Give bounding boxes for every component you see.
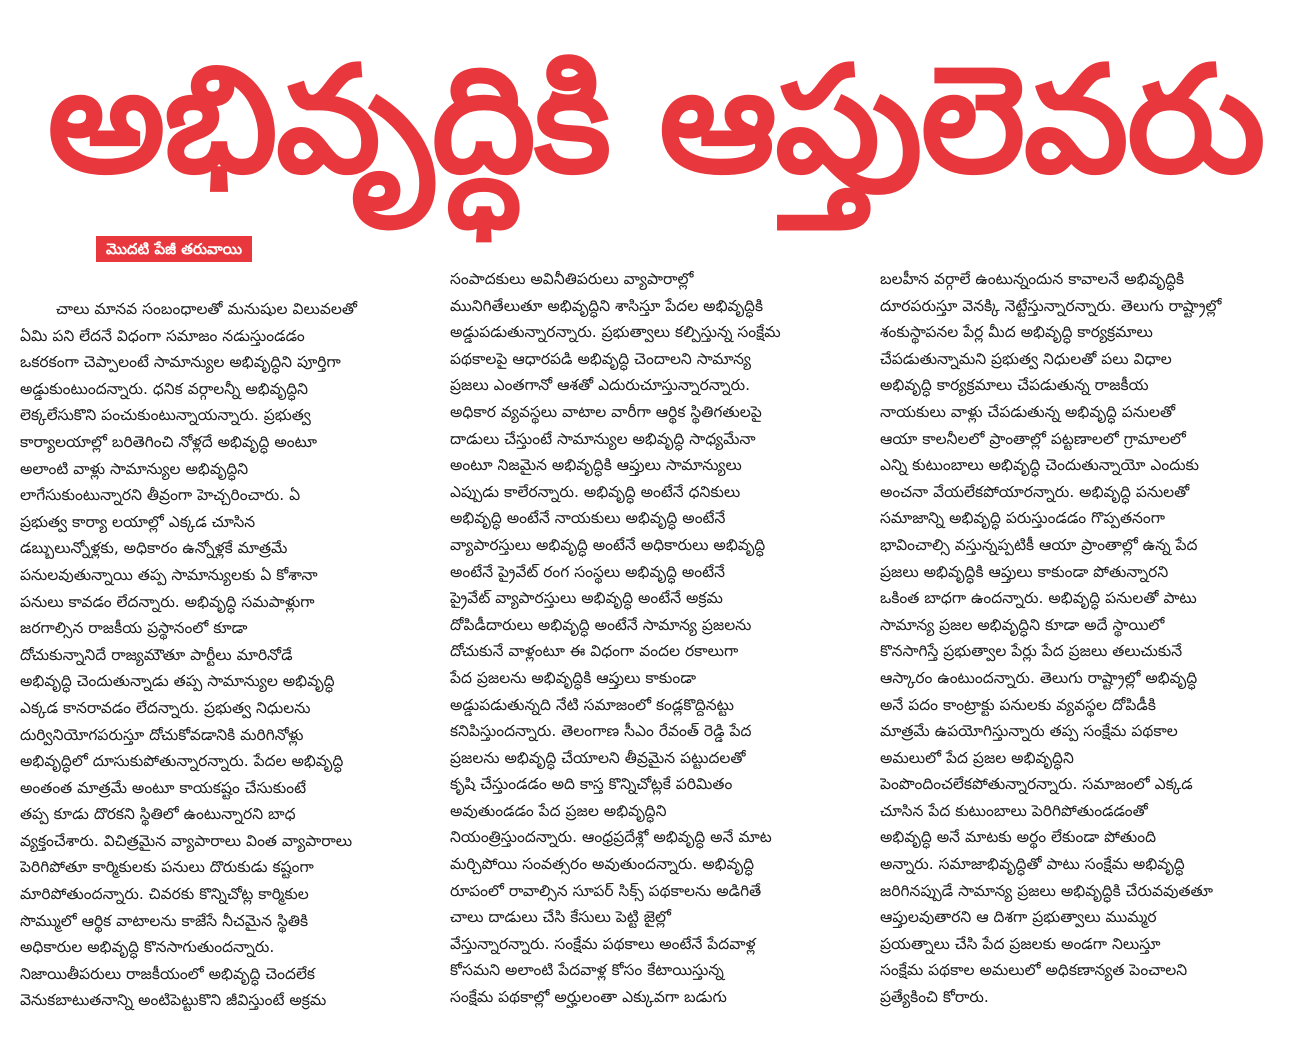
- article-column-2: [450, 266, 860, 1036]
- article-line: అధికార వ్యవస్థలు వాటాల వారీగా ఆర్థిక స్థితిగతులపై: [450, 402, 762, 421]
- article-line: వేస్తున్నారన్నారు. సంక్షేమ పథకాలు అంటేనే పేదవాళ్ల: [450, 934, 756, 953]
- article-line: నియంత్రిస్తుందన్నారు. ఆంధ్రప్రదేశ్లో అభివృద్ధి అనే మాట: [450, 828, 772, 847]
- article-line: చాలు మానవ సంబంధాలతో మనుషుల విలువలతో: [56, 300, 357, 318]
- article-line: మునిగితేలుతూ అభివృద్ధిని శాసిస్తూ పేదల అభివృద్ధికి: [450, 296, 764, 315]
- article-line: చేపడుతున్నామని ప్రభుత్వ నిధులతో పలు విధాల: [880, 349, 1172, 368]
- article-line: దాడులు చేస్తుంటే సామాన్యుల అభివృద్ధి సాధ్యమేనా: [450, 429, 756, 448]
- article-line: అవుతుండడం పేద ప్రజల అభివృద్ధిని: [450, 801, 667, 820]
- article-line: కృషి చేస్తుండడం అది కాస్త కొన్నిచోట్లకే పరిమితం: [450, 775, 733, 794]
- article-line: తప్ప కూడు దొరకని స్థితిలో ఉంటున్నారని బాధ: [20, 805, 296, 824]
- article-line: దోపిడీదారులు అభివృద్ధి అంటేనే సామాన్య ప్రజలను: [450, 615, 752, 634]
- article-line: అడ్డుపడుతున్నారన్నారు. ప్రభుత్వాలు కల్పిస్తున్న సంక్షేమ: [450, 323, 781, 342]
- continuation-tag: మొదటి పేజీ తరువాయి: [96, 236, 252, 262]
- article-line: వెనుకబాటుతనాన్ని అంటిపెట్టుకొని జీవిస్తుంటే అక్రమ: [20, 991, 327, 1010]
- article-line: కార్యాలయాల్లో బరితెగించి నోళ్లదే అభివృద్ధి అంటూ: [20, 432, 317, 451]
- article-line: అభివృద్ధి అనే మాటకు అర్థం లేకుండా పోతుంది: [880, 828, 1157, 847]
- article-line: అంటేనే ప్రైవేట్ రంగ సంస్థలు అభివృద్ధి అంటేనే: [450, 562, 726, 581]
- article-line: పెంపొందించలేకపోతున్నారన్నారు. సమాజంలో ఎక్కడ: [880, 775, 1193, 794]
- article-line: పనులు కావడం లేదన్నారు. అభివృద్ధి సమపాళ్లుగా: [20, 592, 315, 611]
- article-line: పనులవుతున్నాయి తప్ప సామాన్యులకు ఏ కోశానా: [20, 565, 318, 584]
- article-line: ఆయా కాలనీలలో ప్రాంతాల్లో పట్టణాలలో గ్రామాలలో: [880, 429, 1186, 448]
- article-line: కొనసాగిస్తే ప్రభుత్వాల పేర్లు పేద ప్రజలు తలుచుకునే: [880, 642, 1183, 661]
- article-line: ఆప్తులవుతారని ఆ దిశగా ప్రభుత్వాలు ముమ్మర: [880, 908, 1157, 927]
- article-line: అలాంటి వాళ్లు సామాన్యుల అభివృద్ధిని: [20, 459, 249, 478]
- article-line: సొమ్ములో ఆర్థిక వాటాలను కాజేసే నీచమైన స్థితికి: [20, 911, 309, 930]
- article-line: రూపంలో రావాల్సిన సూపర్ సిక్స్ పథకాలను అడిగితే: [450, 881, 762, 900]
- article-line: పేద ప్రజలను అభివృద్ధికి ఆప్తులు కాకుండా: [450, 668, 697, 687]
- article-line: అడ్డుపడుతున్నది నేటి సమాజంలో కండ్లకొద్దినట్టు: [450, 695, 734, 714]
- article-line: మర్చిపోయి సంవత్సరం అవుతుందన్నారు. అభివృద్ధి: [450, 855, 755, 874]
- article-line: నిజాయితీపరులు రాజకీయంలో అభివృద్ధి చెందలేక: [20, 964, 316, 983]
- article-line: దుర్వినియోగపరుస్తూ దోచుకోవడానికి మరిగినోళ్లు: [20, 725, 304, 744]
- article-line: ఏమి పని లేదనే విధంగా సమాజం నడుస్తుండడం: [20, 326, 305, 345]
- article-line: అభివృద్ధి అంటేనే నాయకులు అభివృద్ధి అంటేనే: [450, 509, 726, 528]
- article-line: ప్రయత్నాలు చేసి పేద ప్రజలకు అండగా నిలుస్తూ: [880, 934, 1161, 953]
- article-line: మాత్రమే ఉపయోగిస్తున్నారు తప్ప సంక్షేమ పథకాల: [880, 722, 1178, 741]
- article-line: ఎక్కడ కానరావడం లేదన్నారు. ప్రభుత్వ నిధులను: [20, 698, 311, 717]
- article-line: సంపాదకులు అవినీతిపరులు వ్యాపారాల్లో: [450, 270, 694, 288]
- article-line: సామాన్య ప్రజల అభివృద్ధిని కూడా అదే స్థాయిలో: [880, 615, 1165, 634]
- article-line: ప్రత్యేకించి కోరారు.: [880, 988, 989, 1007]
- article-line: అడ్డుకుంటుందన్నారు. ధనిక వర్గాలన్నీ అభివృద్ధిని: [20, 379, 309, 398]
- article-line: అనే పదం కాంట్రాక్టు పనులకు వ్యవస్థల దోపిడీకి: [880, 695, 1156, 714]
- article-line: ప్రజలను అభివృద్ధి చేయాలని తీవ్రమైన పట్టుదలతో: [450, 748, 746, 767]
- article-line: లాగేసుకుంటున్నారని తీవ్రంగా హెచ్చరించారు. ఏ: [20, 486, 301, 505]
- article-line: అంటూ నిజమైన అభివృద్ధికి ఆప్తులు సామాన్యులు: [450, 456, 742, 475]
- article-line: డబ్బులున్నోళ్లకు, అధికారం ఉన్నోళ్లకే మాత్రమే: [20, 539, 288, 558]
- article-line: ఆస్కారం ఉంటుందన్నారు. తెలుగు రాష్ట్రాల్లో అభివృద్ధి: [880, 668, 1198, 687]
- article-line: జరగాల్సిన రాజకీయ ప్రస్థానంలో కూడా: [20, 619, 248, 638]
- article-line: దోచుకున్నానిదే రాజ్యమౌతూ పార్టీలు మారినోడే: [20, 645, 293, 664]
- article-line: ప్రజలు అభివృద్ధికి ఆప్తులు కాకుండా పోతున్నారని: [880, 562, 1169, 581]
- article-line: సంక్షేమ పథకాల అమలులో అధికణాన్యత పెంచాలని: [880, 961, 1188, 980]
- article-line: వ్యక్తంచేశారు. విచిత్రమైన వ్యాపారాలు వింత వ్యాపారాలు: [20, 831, 353, 850]
- article-line: ఒకరకంగా చెప్పాలంటే సామాన్యుల అభివృద్ధిని పూర్తిగా: [20, 353, 341, 372]
- article-line: బలహీన వర్గాలే ఉంటున్నందున కావాలనే అభివృద్ధికి: [880, 270, 1185, 288]
- article-line: పథకాలపై ఆధారపడి అభివృద్ధి చెందాలని సామాన్య: [450, 349, 751, 368]
- article-line: అమలులో పేద ప్రజల అభివృద్ధిని: [880, 748, 1074, 767]
- article-line: మారిపోతుందన్నారు. చివరకు కొన్నిచోట్ల కార్మికుల: [20, 885, 309, 904]
- article-line: కోసమని అలాంటి పేదవాళ్ల కోసం కేటాయిస్తున్న: [450, 961, 724, 980]
- article-line: వ్యాపారస్తులు అభివృద్ధి అంటేనే అధికారులు అభివృద్ధి: [450, 535, 766, 554]
- article-line: నాయకులు వాళ్లు చేపడుతున్న అభివృద్ధి పనులతో: [880, 402, 1176, 421]
- article-line: అభివృద్ధిలో దూసుకుపోతున్నారన్నారు. పేదల అభివృద్ధి: [20, 752, 344, 771]
- article-line: పెరిగిపోతూ కార్మికులకు పనులు దొరుకుడు కష్టంగా: [20, 858, 314, 877]
- article-line: ఎప్పుడు కాలేరన్నారు. అభివృద్ధి అంటేనే ధనికులు: [450, 482, 741, 501]
- article-line: అన్నారు. సమాజాభివృద్ధితో పాటు సంక్షేమ అభివృద్ధి: [880, 855, 1185, 874]
- article-line: కనిపిస్తుందన్నారు. తెలంగాణ సీఎం రేవంత్ రెడ్డి పేద: [450, 722, 752, 741]
- article-column-3: [880, 266, 1290, 1036]
- article-line: ప్రైవేట్ వ్యాపారస్తులు అభివృద్ధి అంటేనే అక్రమ: [450, 589, 723, 608]
- article-line: శంకుస్థాపనల పేర్ల మీద అభివృద్ధి కార్యక్రమాలు: [880, 323, 1153, 342]
- article-line: ఒకింత బాధగా ఉందన్నారు. అభివృద్ధి పనులతో పాటు: [880, 589, 1197, 608]
- article-line: దూరపరుస్తూ వెనక్కి నెట్టేస్తున్నారన్నారు. తెలుగు రాష్ట్రాల్లో: [880, 296, 1222, 315]
- article-column-1: [20, 296, 430, 1036]
- article-line: అభివృద్ధి కార్యక్రమాలు చేపడుతున్న రాజకీయ: [880, 376, 1149, 395]
- article-line: అంచనా వేయలేకపోయారన్నారు. అభివృద్ధి పనులతో: [880, 482, 1190, 501]
- article-line: చూసిన పేద కుటుంబాలు పెరిగిపోతుండడంతో: [880, 801, 1148, 820]
- headline: అభివృద్ధికి ఆప్తులెవరు: [47, 34, 1264, 206]
- article-line: అధికారుల అభివృద్ధి కొనసాగుతుందన్నారు.: [20, 938, 275, 957]
- article-line: జరిగినప్పుడే సామాన్య ప్రజలు అభివృద్ధికి చేరువవుతతూ: [880, 881, 1213, 900]
- article-line: దోచుకునే వాళ్లంటూ ఈ విధంగా వందల రకాలుగా: [450, 642, 739, 661]
- article-line: సమాజాన్ని అభివృద్ధి పరుస్తుండడం గొప్పతనంగా: [880, 509, 1166, 528]
- article-line: అభివృద్ధి చెందుతున్నాడు తప్ప సామాన్యుల అభివృద్ధి: [20, 672, 335, 691]
- article-line: ప్రజలు ఎంతగానో ఆశతో ఎదురుచూస్తున్నారన్నారు.: [450, 376, 751, 395]
- article-line: చాలు దాడులు చేసి కేసులు పెట్టి జైల్లో: [450, 908, 672, 927]
- article-line: ప్రభుత్వ కార్యా లయాల్లో ఎక్కడ చూసిన: [20, 512, 256, 531]
- article-line: సంక్షేమ పథకాల్లో అర్హులంతా ఎక్కువగా బడుగు: [450, 988, 727, 1007]
- article-line: భావించాల్సి వస్తున్నప్పటికీ ఆయా ప్రాంతాల్లో ఉన్న పేద: [880, 535, 1198, 554]
- article-line: ఎన్ని కుటుంబాలు అభివృద్ధి చెందుతున్నాయో ఎందుకు: [880, 456, 1200, 475]
- article-line: అంతంత మాత్రమే అంటూ కాయకష్టం చేసుకుంటే: [20, 778, 307, 797]
- article-line: లెక్కలేసుకొని పంచుకుంటున్నాయన్నారు. ప్రభుత్వ: [20, 406, 311, 425]
